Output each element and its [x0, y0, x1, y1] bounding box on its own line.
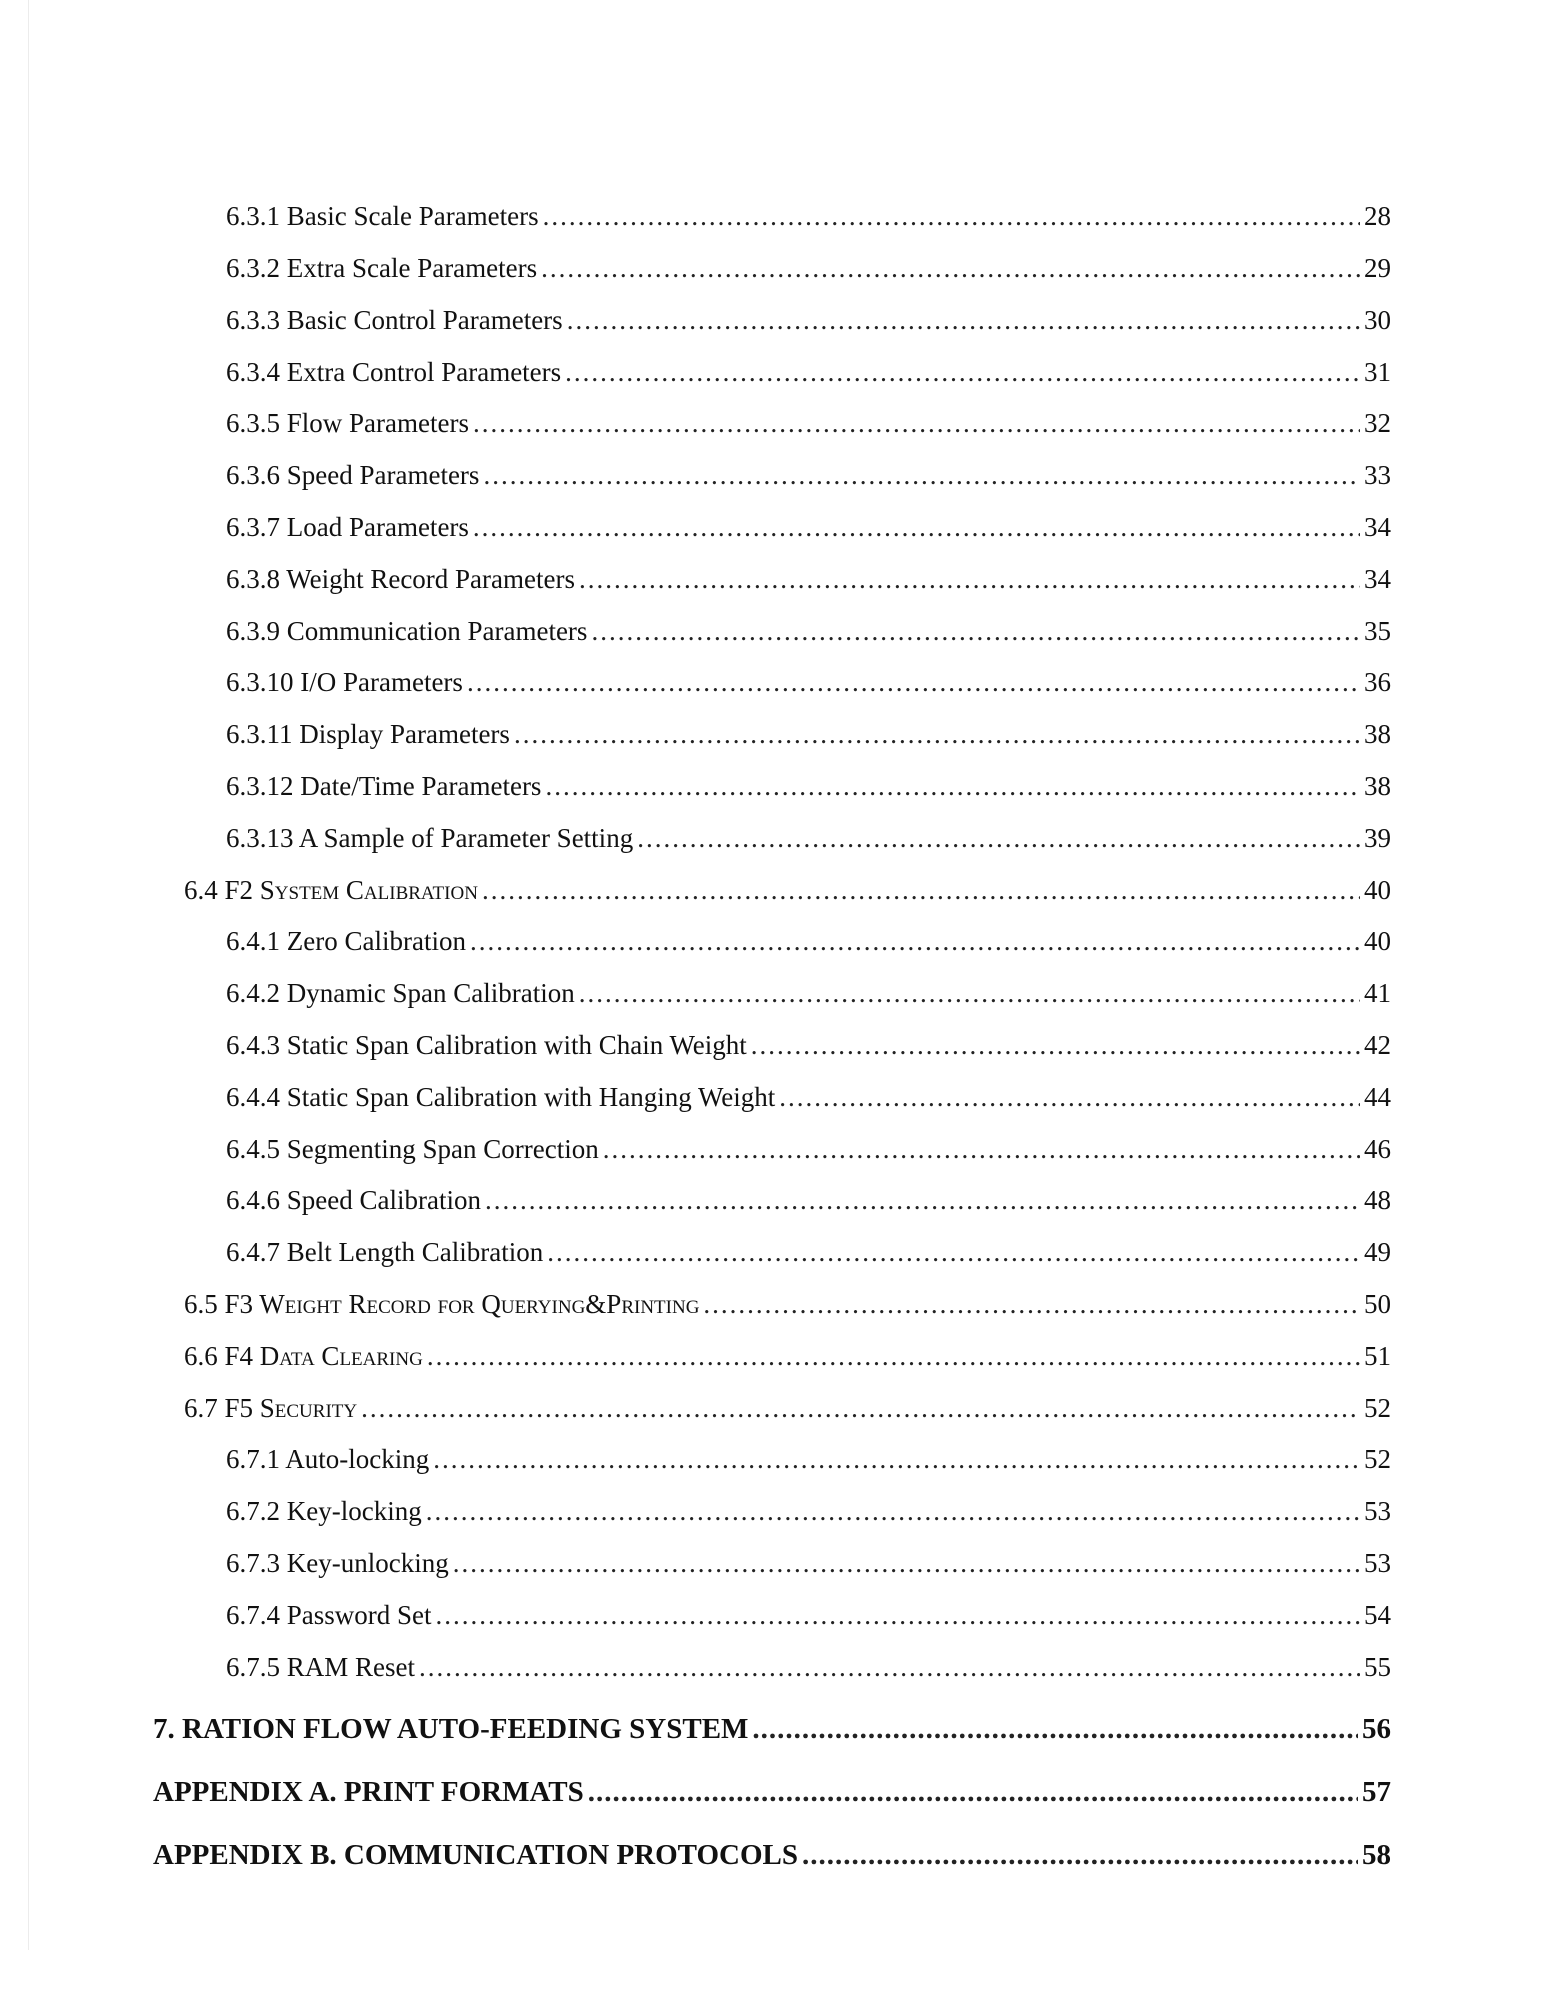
toc-entry[interactable]	[226, 717, 1391, 751]
dot-leader	[436, 1598, 1360, 1632]
dot-leader	[453, 1546, 1360, 1580]
toc-section-entry[interactable]	[184, 1287, 1391, 1321]
dot-leader	[543, 199, 1360, 233]
dot-leader	[547, 1235, 1360, 1269]
dot-leader	[483, 458, 1360, 492]
toc-entry-page: 36	[1364, 667, 1391, 697]
toc-entry-page: 38	[1364, 771, 1391, 801]
dot-leader	[579, 562, 1360, 596]
toc-entry-title: 6.3.8 Weight Record Parameters	[226, 564, 575, 594]
dot-leader	[591, 614, 1360, 648]
dot-leader	[473, 510, 1360, 544]
toc-entry-title: 6.4 F2 System Calibration	[184, 875, 478, 905]
toc-entry[interactable]	[226, 406, 1391, 440]
toc-entry-title: 6.7.2 Key-locking	[226, 1496, 422, 1526]
toc-entry-page: 52	[1364, 1393, 1391, 1423]
toc-entry-title: 6.4.3 Static Span Calibration with Chain Weight	[226, 1030, 747, 1060]
toc-entry-title: 6.3.7 Load Parameters	[226, 512, 469, 542]
toc-entry-page: 52	[1364, 1444, 1391, 1474]
toc-entry[interactable]	[226, 1132, 1391, 1166]
toc-entry-page: 57	[1362, 1776, 1391, 1808]
toc-entry[interactable]	[226, 458, 1391, 492]
toc-entry[interactable]	[226, 303, 1391, 337]
toc-entry-title: 6.3.11 Display Parameters	[226, 719, 510, 749]
page-edge-line	[28, 0, 29, 1950]
toc-section-entry[interactable]	[184, 1339, 1391, 1373]
dot-leader	[703, 1287, 1360, 1321]
toc-entry-page: 41	[1364, 978, 1391, 1008]
toc-entry-title: APPENDIX A. PRINT FORMATS	[153, 1776, 584, 1808]
toc-entry-title: 6.4.1 Zero Calibration	[226, 926, 466, 956]
dot-leader	[485, 1183, 1360, 1217]
toc-entry-page: 30	[1364, 305, 1391, 335]
toc-entry[interactable]	[226, 769, 1391, 803]
dot-leader	[541, 251, 1360, 285]
toc-entry-title: 6.3.13 A Sample of Parameter Setting	[226, 823, 634, 853]
toc-entry-page: 44	[1364, 1082, 1391, 1112]
toc-entry-title: 6.6 F4 Data Clearing	[184, 1341, 423, 1371]
toc-entry-page: 33	[1364, 460, 1391, 490]
toc-entry[interactable]	[226, 1235, 1391, 1269]
dot-leader	[588, 1775, 1358, 1809]
dot-leader	[579, 976, 1360, 1010]
toc-entry-title: 6.3.2 Extra Scale Parameters	[226, 253, 538, 283]
toc-entry-page: 56	[1362, 1713, 1391, 1745]
dot-leader	[752, 1712, 1358, 1746]
toc-entry-page: 34	[1364, 512, 1391, 542]
toc-entry[interactable]	[226, 1494, 1391, 1528]
toc-entry[interactable]	[226, 976, 1391, 1010]
toc-entry-title: 6.4.4 Static Span Calibration with Hanging Weight	[226, 1082, 776, 1112]
dot-leader	[567, 303, 1360, 337]
toc-entry-page: 55	[1364, 1652, 1391, 1682]
toc-entry-title: 6.3.12 Date/Time Parameters	[226, 771, 542, 801]
toc-entry-title: 6.4.2 Dynamic Span Calibration	[226, 978, 575, 1008]
toc-chapter-entry[interactable]	[153, 1712, 1391, 1746]
toc-entry-page: 40	[1364, 875, 1391, 905]
toc-entry[interactable]	[226, 199, 1391, 233]
dot-leader	[565, 355, 1360, 389]
toc-entry-page: 48	[1364, 1185, 1391, 1215]
toc-entry-title: 6.3.10 I/O Parameters	[226, 667, 463, 697]
toc-entry-page: 46	[1364, 1134, 1391, 1164]
dot-leader	[361, 1391, 1360, 1425]
dot-leader	[514, 717, 1360, 751]
dot-leader	[637, 821, 1360, 855]
toc-entry[interactable]	[226, 665, 1391, 699]
toc-entry[interactable]	[226, 1546, 1391, 1580]
toc-entry-title: 6.4.7 Belt Length Calibration	[226, 1237, 544, 1267]
toc-entry-title: 6.3.9 Communication Parameters	[226, 616, 588, 646]
toc-entry-title: 6.7.3 Key-unlocking	[226, 1548, 449, 1578]
toc-entry-title: 6.4.6 Speed Calibration	[226, 1185, 481, 1215]
toc-chapter-entry[interactable]	[153, 1838, 1391, 1872]
toc-entry-title: 6.3.1 Basic Scale Parameters	[226, 201, 539, 231]
dot-leader	[467, 665, 1360, 699]
toc-entry-page: 51	[1364, 1341, 1391, 1371]
toc-entry[interactable]	[226, 251, 1391, 285]
toc-entry-title: 6.4.5 Segmenting Span Correction	[226, 1134, 599, 1164]
toc-entry-title: 6.7.1 Auto-locking	[226, 1444, 430, 1474]
toc-entry-page: 49	[1364, 1237, 1391, 1267]
dot-leader	[473, 406, 1360, 440]
toc-entry[interactable]	[226, 1080, 1391, 1114]
toc-entry[interactable]	[226, 562, 1391, 596]
toc-entry-page: 29	[1364, 253, 1391, 283]
toc-entry[interactable]	[226, 1598, 1391, 1632]
toc-section-entry[interactable]	[184, 873, 1391, 907]
toc-section-entry[interactable]	[184, 1391, 1391, 1425]
dot-leader	[545, 769, 1360, 803]
toc-entry-title: 6.3.4 Extra Control Parameters	[226, 357, 562, 387]
toc-entry-title: 7. RATION FLOW AUTO-FEEDING SYSTEM	[153, 1713, 749, 1745]
toc-entry-page: 40	[1364, 926, 1391, 956]
toc-entry-page: 50	[1364, 1289, 1391, 1319]
dot-leader	[427, 1339, 1360, 1373]
dot-leader	[779, 1080, 1360, 1114]
dot-leader	[802, 1838, 1358, 1872]
toc-entry-title: 6.7.4 Password Set	[226, 1600, 432, 1630]
toc-entry-page: 53	[1364, 1548, 1391, 1578]
toc-entry-page: 54	[1364, 1600, 1391, 1630]
toc-entry-title: 6.3.6 Speed Parameters	[226, 460, 480, 490]
dot-leader	[470, 924, 1360, 958]
dot-leader	[482, 873, 1360, 907]
toc-entry-title: 6.7.5 RAM Reset	[226, 1652, 415, 1682]
toc-entry[interactable]	[226, 1442, 1391, 1476]
dot-leader	[603, 1132, 1360, 1166]
toc-entry-page: 53	[1364, 1496, 1391, 1526]
toc-entry-page: 34	[1364, 564, 1391, 594]
dot-leader	[419, 1650, 1360, 1684]
toc-entry-title: APPENDIX B. COMMUNICATION PROTOCOLS	[153, 1839, 799, 1871]
toc-entry[interactable]	[226, 1650, 1391, 1684]
toc-entry-page: 35	[1364, 616, 1391, 646]
toc-entry-page: 42	[1364, 1030, 1391, 1060]
toc-entry[interactable]	[226, 510, 1391, 544]
toc-entry[interactable]	[226, 614, 1391, 648]
toc-entry[interactable]	[226, 1183, 1391, 1217]
toc-entry[interactable]	[226, 924, 1391, 958]
toc-chapter-entry[interactable]	[153, 1775, 1391, 1809]
dot-leader	[751, 1028, 1360, 1062]
toc-entry-page: 58	[1362, 1839, 1391, 1871]
toc-entry-page: 31	[1364, 357, 1391, 387]
toc-entry-page: 28	[1364, 201, 1391, 231]
toc-entry-page: 32	[1364, 408, 1391, 438]
toc-entry-title: 6.5 F3 Weight Record for Querying&Printing	[184, 1289, 700, 1319]
toc-entry[interactable]	[226, 355, 1391, 389]
toc-entry-title: 6.3.3 Basic Control Parameters	[226, 305, 563, 335]
toc-entry[interactable]	[226, 1028, 1391, 1062]
toc-entry-page: 39	[1364, 823, 1391, 853]
toc-entry-page: 38	[1364, 719, 1391, 749]
dot-leader	[433, 1442, 1360, 1476]
dot-leader	[426, 1494, 1360, 1528]
toc-entry-title: 6.3.5 Flow Parameters	[226, 408, 469, 438]
toc-entry-title: 6.7 F5 Security	[184, 1393, 358, 1423]
toc-entry[interactable]	[226, 821, 1391, 855]
